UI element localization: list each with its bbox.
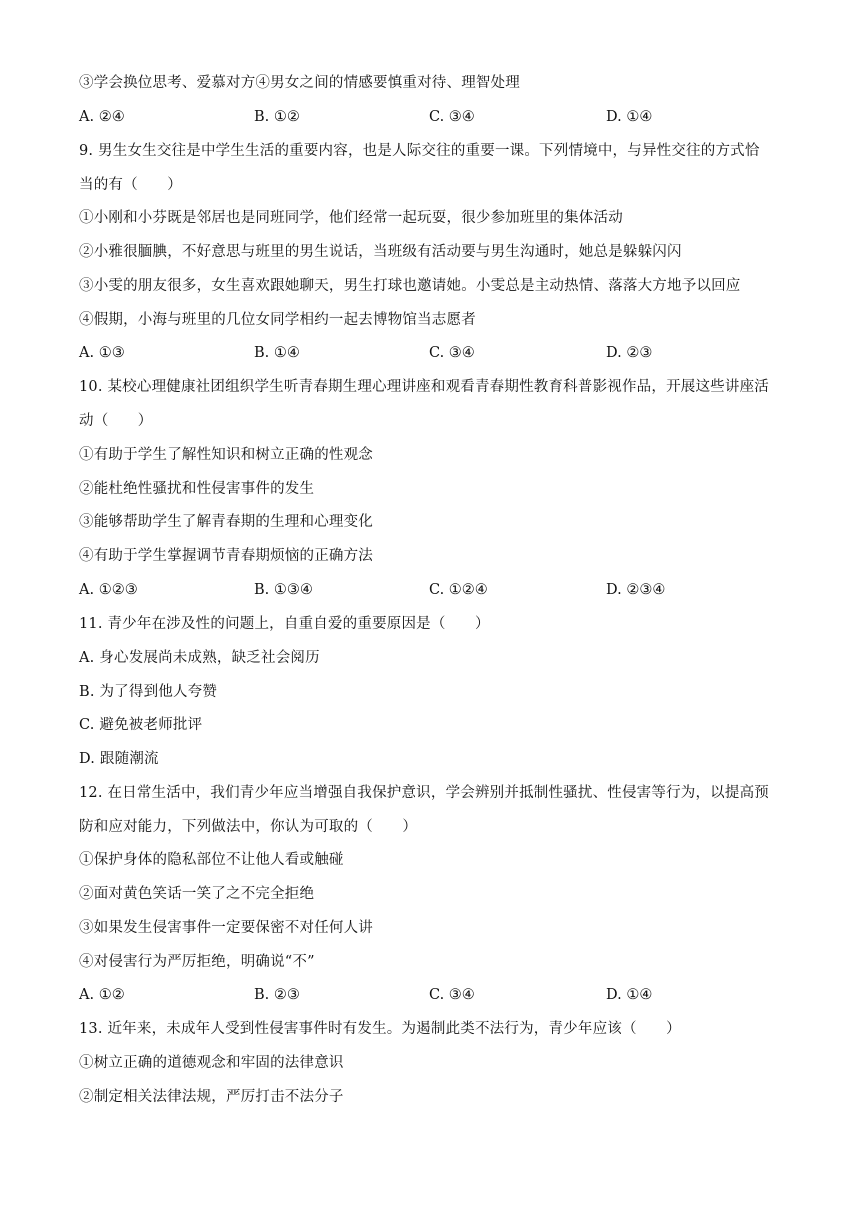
statement-line: ②小雅很腼腆，不好意思与班里的男生说话，当班级有活动要与男生沟通时，她总是躲躲闪闪 [79, 244, 682, 260]
option-b: B. ①④ [254, 345, 300, 361]
statement-line: ②面对黄色笑话一笑了之不完全拒绝 [79, 886, 315, 902]
option-c: C. ③④ [429, 987, 475, 1003]
option-c: C. ①②④ [429, 582, 488, 598]
option-line: A. 身心发展尚未成熟，缺乏社会阅历 [79, 650, 320, 666]
option-d: D. ②③ [606, 345, 653, 361]
option-a: A. ①② [79, 987, 125, 1003]
option-line: B. 为了得到他人夸赞 [79, 684, 218, 700]
text-line: ③学会换位思考、爱慕对方④男女之间的情感要慎重对待、理智处理 [79, 75, 520, 91]
option-c: C. ③④ [429, 345, 475, 361]
option-c: C. ③④ [429, 109, 475, 125]
statement-line: ①保护身体的隐私部位不让他人看或触碰 [79, 852, 344, 868]
option-a: A. ①③ [79, 345, 125, 361]
question-13-stem: 13. 近年来，未成年人受到性侵害事件时有发生。为遏制此类不法行为，青少年应该（ ） [79, 1021, 681, 1037]
option-b: B. ①③④ [254, 582, 313, 598]
statement-line: ②制定相关法律法规，严厉打击不法分子 [79, 1089, 344, 1105]
option-d: D. ①④ [606, 987, 653, 1003]
statement-line: ②能杜绝性骚扰和性侵害事件的发生 [79, 481, 315, 497]
option-line: D. 跟随潮流 [79, 751, 159, 767]
q12-options [79, 985, 779, 1005]
option-b: B. ①② [254, 109, 300, 125]
text-line: 防和应对能力，下列做法中，你认为可取的（ ） [79, 819, 418, 835]
option-d: D. ①④ [606, 109, 653, 125]
statement-line: ④假期，小海与班里的几位女同学相约一起去博物馆当志愿者 [79, 312, 476, 328]
option-d: D. ②③④ [606, 582, 666, 598]
question-10-stem: 10. 某校心理健康社团组织学生听青春期生理心理讲座和观看青春期性教育科普影视作品，开展这些讲座活 [79, 379, 769, 395]
statement-line: ③如果发生侵害事件一定要保密不对任何人讲 [79, 920, 373, 936]
question-11-stem: 11. 青少年在涉及性的问题上，自重自爱的重要原因是（ ） [79, 616, 490, 632]
option-b: B. ②③ [254, 987, 300, 1003]
question-9-stem: 9. 男生女生交往是中学生生活的重要内容，也是人际交往的重要一课。下列情境中，与异性交往的方式恰 [79, 143, 760, 159]
statement-line: ③小雯的朋友很多，女生喜欢跟她聊天，男生打球也邀请她。小雯总是主动热情、落落大方地予以回应 [79, 278, 741, 294]
statement-line: ④对侵害行为严厉拒绝，明确说“不” [79, 954, 315, 970]
q10-options [79, 580, 779, 600]
question-12-stem: 12. 在日常生活中，我们青少年应当增强自我保护意识，学会辨别并抵制性骚扰、性侵害等行为，以提高预 [79, 785, 769, 801]
text-line: 动（ ） [79, 413, 153, 429]
option-line: C. 避免被老师批评 [79, 717, 203, 733]
statement-line: ①小刚和小芬既是邻居也是同班同学，他们经常一起玩耍，很少参加班里的集体活动 [79, 210, 623, 226]
statement-line: ④有助于学生掌握调节青春期烦恼的正确方法 [79, 548, 373, 564]
statement-line: ③能够帮助学生了解青春期的生理和心理变化 [79, 514, 373, 530]
statement-line: ①有助于学生了解性知识和树立正确的性观念 [79, 447, 373, 463]
text-line: 当的有（ ） [79, 177, 182, 193]
q8-options [79, 107, 779, 127]
option-a: A. ①②③ [79, 582, 138, 598]
option-a: A. ②④ [79, 109, 125, 125]
q9-options [79, 343, 779, 363]
statement-line: ①树立正确的道德观念和牢固的法律意识 [79, 1055, 344, 1071]
